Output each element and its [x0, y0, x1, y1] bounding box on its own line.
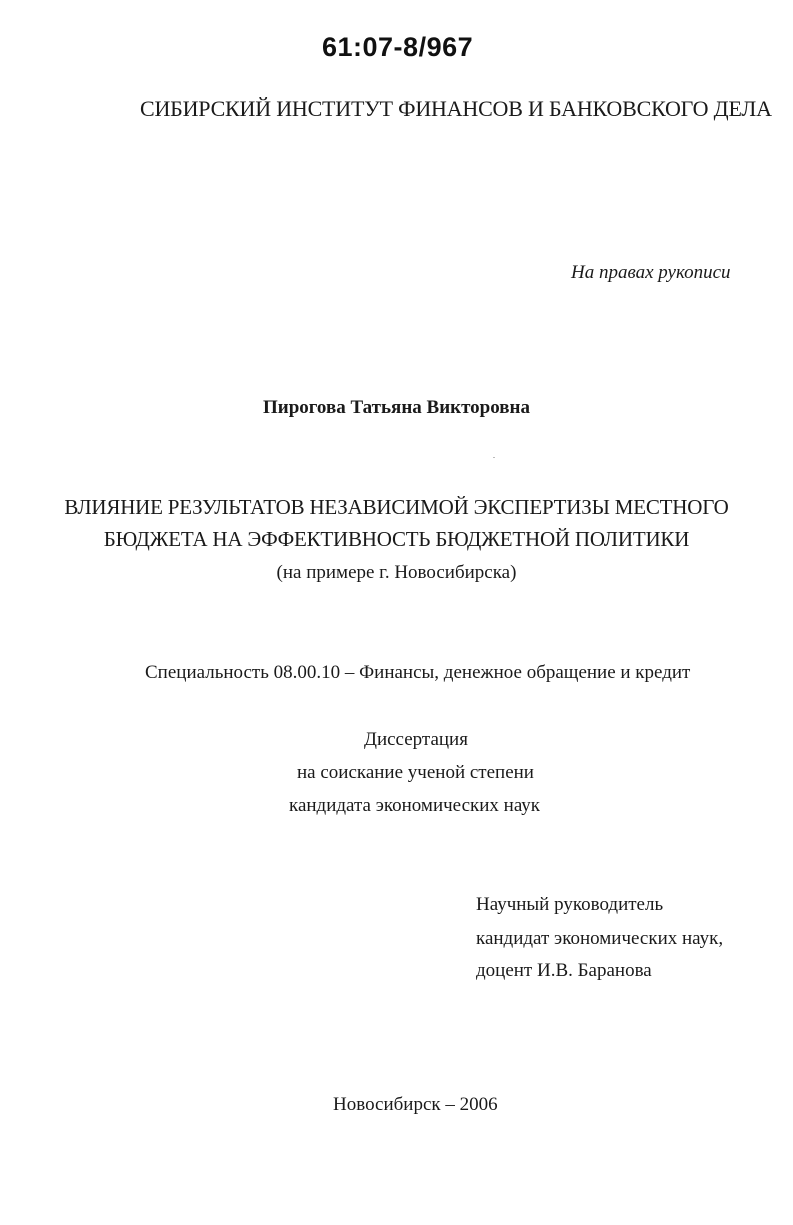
- manuscript-rights-note: На правах рукописи: [571, 262, 731, 283]
- author-name: Пирогова Татьяна Викторовна: [262, 397, 530, 418]
- scan-speck: [493, 457, 495, 458]
- place-and-year: Новосибирск – 2006: [333, 1094, 498, 1115]
- title-line-2: БЮДЖЕТА НА ЭФФЕКТИВНОСТЬ БЮДЖЕТНОЙ ПОЛИТИКИ: [103, 527, 690, 551]
- title-subtitle: (на примере г. Новосибирска): [276, 562, 517, 583]
- degree-line-1: Диссертация: [364, 729, 468, 750]
- supervisor-line-3: доцент И.В. Баранова: [476, 960, 652, 981]
- institution-name: СИБИРСКИЙ ИНСТИТУТ ФИНАНСОВ И БАНКОВСКОГО ДЕЛА: [140, 96, 772, 121]
- specialty: Специальность 08.00.10 – Финансы, денежное обращение и кредит: [145, 662, 691, 683]
- title-line-1: ВЛИЯНИЕ РЕЗУЛЬТАТОВ НЕЗАВИСИМОЙ ЭКСПЕРТИЗЫ МЕСТНОГО: [64, 495, 729, 519]
- degree-line-2: на соискание ученой степени: [297, 762, 534, 783]
- supervisor-line-1: Научный руководитель: [476, 894, 664, 915]
- supervisor-line-2: кандидат экономических наук,: [476, 928, 724, 949]
- degree-line-3: кандидата экономических наук: [289, 795, 541, 816]
- catalog-code: 61:07-8/967: [322, 32, 474, 62]
